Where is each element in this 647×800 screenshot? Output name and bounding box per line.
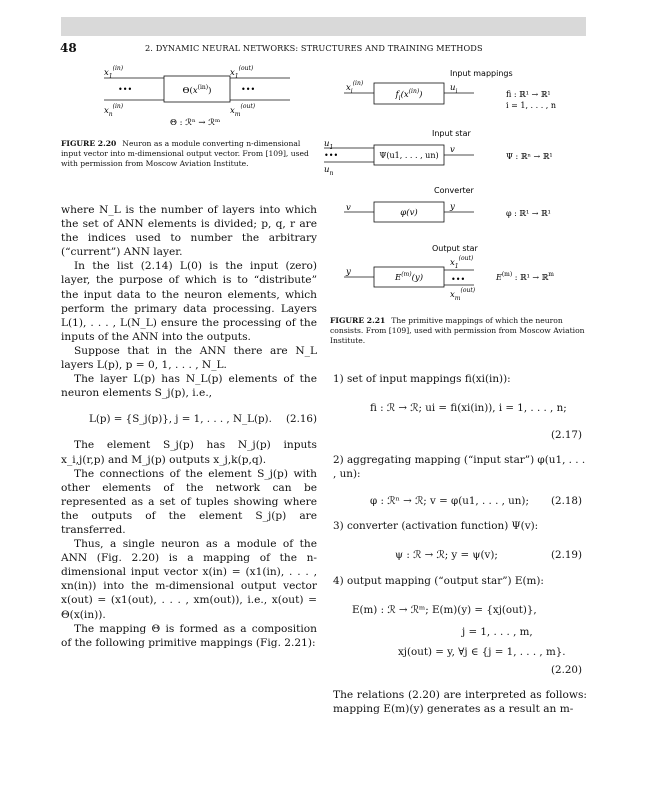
phi-output: y <box>450 202 455 212</box>
f-def-1: fi : ℝ¹ → ℝ¹ <box>506 90 551 99</box>
para-7: Thus, a single neuron as a module of the ANN (Fig. 2.20) is a mapping of the n-dimensional input vector x(in) = (x1(in), . . . , xn(in)) into the m-dimensional output vector x(out) = (x1(out), . . . , xm(out)), i.e., x(out) = Θ(x(in)). <box>61 538 317 621</box>
running-title: 2. DYNAMIC NEURAL NETWORKS: STRUCTURES AND TRAINING METHODS <box>145 43 483 53</box>
fig220-caption-text: Neuron as a module converting n-dimensional input vector into m-dimensional output vector. From [109], used with permission from Moscow Aviation Institute. <box>61 139 309 168</box>
item-2: 2) aggregating mapping (“input star”) φ(u1, . . . , un): <box>333 454 586 480</box>
svg-text:•••: ••• <box>324 151 339 160</box>
fig220-input-top: $x_1^{(in)}$ <box>104 65 124 80</box>
eq217-number: (2.17) <box>551 429 582 441</box>
f-def-2: i = 1, . . . , n <box>506 101 557 110</box>
fig220-mapping: Θ : ℛⁿ → ℛᵐ <box>170 118 221 128</box>
item-4: 4) output mapping (“output star”) E(m): <box>333 575 544 587</box>
eq220-line-2: j = 1, . . . , m, <box>462 626 533 638</box>
psi-output: v <box>450 145 455 155</box>
E-def: $E^{(m)}$ : ℝ¹ → ℝ$^m$ <box>496 271 554 282</box>
svg-text:•••: ••• <box>118 85 133 94</box>
fig220-caption-label: FIGURE 2.20 <box>61 139 117 148</box>
E-input: y <box>346 267 351 277</box>
para-3: Suppose that in the ANN there are N_L layers L(p), p = 0, 1, . . . , N_L. <box>61 344 317 372</box>
f-output: $u_i$ <box>450 83 458 95</box>
eq218-number: (2.18) <box>551 495 582 507</box>
eq220-line-3: xj(out) = y, ∀j ∈ {j = 1, . . . , m}. <box>398 646 566 658</box>
para-1: where N_L is the number of layers into which the set of ANN elements is divided; p, q, r are the indices used to number the arbitrary (“current”) ANN layer. <box>61 204 317 259</box>
psi-box-label: Ψ(u1, . . . , un) <box>379 151 439 160</box>
label-input-star: Input star <box>432 129 471 138</box>
figure-2-21 <box>324 66 586 306</box>
svg-text:•••: ••• <box>451 275 466 284</box>
fig221-caption <box>330 316 587 346</box>
E-box-label: $E^{(m)}(y)$ <box>394 271 424 283</box>
phi-input: v <box>346 203 351 213</box>
eq219-number: (2.19) <box>551 549 582 561</box>
eq218-body: φ : ℛⁿ → ℛ; v = φ(u1, . . . , un); <box>370 495 529 507</box>
para-6: The connections of the element S_j(p) with other elements of the network can be represented as a set of tuples showing where the outputs of the element S_j(p) are transferred. <box>61 467 317 536</box>
psi-input-bottom: $u_n$ <box>324 165 334 177</box>
eq217-body: fi : ℛ → ℛ; ui = fi(xi(in)), i = 1, . . . , n; <box>370 402 567 414</box>
svg-text:•••: ••• <box>241 85 256 94</box>
fig220-input-bottom: $x_n^{(in)}$ <box>104 103 124 118</box>
eq219-body: ψ : ℛ → ℛ; y = ψ(v); <box>395 549 498 561</box>
fig220-box-label: $\Theta(x^{(in)})$ <box>182 84 212 96</box>
para-8: The mapping Θ is formed as a composition of the following primitive mappings (Fig. 2.21): <box>61 622 317 649</box>
eq220-number: (2.20) <box>551 664 582 676</box>
eq220-line-1: E(m) : ℛ → ℛᵐ; E(m)(y) = {xj(out)}, <box>352 604 537 616</box>
equation-2-16 <box>89 412 317 426</box>
item-3: 3) converter (activation function) Ψ(v): <box>333 520 539 532</box>
eq216-number: (2.16) <box>286 413 317 426</box>
para-5: The element S_j(p) has N_j(p) inputs x_i,j(r,p) and M_j(p) outputs x_j,k(p,q). <box>61 439 317 466</box>
para-2: In the list (2.14) L(0) is the input (zero) layer, the purpose of which is to “distribute” the input data to the neuron elements, which perform the primary data processing. Layers L(1), . . . , L(N_L) ensure the processing of the inputs of the ANN into the outputs. <box>61 260 317 343</box>
left-column <box>61 203 317 650</box>
f-box-label: $f_i(x^{(in)})$ <box>395 88 423 102</box>
fig220-output-top: $x_1^{(out)}$ <box>230 65 254 80</box>
page-number: 48 <box>60 41 77 55</box>
label-input-mappings: Input mappings <box>450 69 513 78</box>
fig221-caption-text: The primitive mappings of which the neuron consists. From [109], used with permission from Moscow Aviation Institute. <box>330 316 585 345</box>
label-converter: Converter <box>434 186 474 195</box>
psi-input-top: $u_1$ <box>324 139 334 151</box>
eq216-body: L(p) = {S_j(p)}, j = 1, . . . , N_L(p). <box>89 413 272 426</box>
fig221-caption-label: FIGURE 2.21 <box>330 316 386 325</box>
para-last: The relations (2.20) are interpreted as follows: mapping E(m)(y) generates as a result an m- <box>333 689 587 716</box>
f-input: $x_i^{(in)}$ <box>346 80 364 95</box>
psi-def: Ψ : ℝⁿ → ℝ¹ <box>506 152 553 161</box>
header-bar <box>61 17 586 36</box>
label-output-star: Output star <box>432 244 478 253</box>
E-output-bottom: $x_m^{(out)}$ <box>450 287 476 302</box>
para-4: The layer L(p) has N_L(p) elements of the neuron elements S_j(p), i.e., <box>61 373 317 400</box>
E-output-top: $x_1^{(out)}$ <box>450 255 474 270</box>
figure-2-20 <box>100 62 300 128</box>
phi-def: φ : ℝ¹ → ℝ¹ <box>506 209 551 218</box>
fig220-caption <box>61 139 321 169</box>
item-1: 1) set of input mappings fi(xi(in)): <box>333 373 511 385</box>
phi-box-label: φ(v) <box>400 208 418 218</box>
fig220-output-bottom: $x_m^{(out)}$ <box>230 103 256 118</box>
